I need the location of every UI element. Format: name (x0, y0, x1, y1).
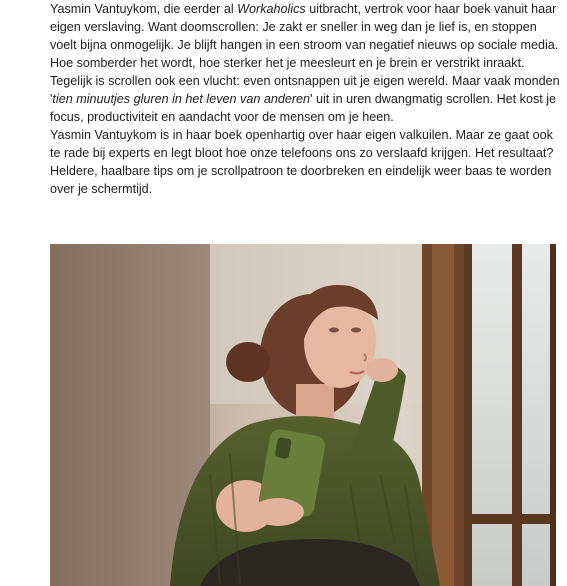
quote-italic: tien minuutjes gluren in het leven van anderen (52, 92, 311, 106)
book-title-workaholics: Workaholics (237, 2, 306, 16)
intro-text-middle: uitbracht, vertrok voor haar boek vanuit haar eigen verslaving. Want doomscrollen: Je zakt er sneller in weg dan je lief is, en stoppen voelt bijna onmogelijk. Je blijft hangen in een stroom van negatief nieuws op sociale media. Hoe somberder het wordt, hoe sterker het je meesleurt en je brein er verstrikt inraakt. Tegelijk is scrollen ook een vlucht: even ontsnappen uit je eigen wereld. Maar vaak monden ' (50, 2, 560, 106)
article-body (50, 0, 560, 198)
intro-text-end: ' uit in uren dwangmatig scrollen. Het kost je focus, productiviteit en aandacht voor de mensen om je heen. (50, 92, 557, 124)
article-paragraph-second: Yasmin Vantuykom is in haar boek openhartig over haar eigen valkuilen. Maar ze gaat ook te rade bij experts en legt bloot hoe onze telefoons ons zo verslaafd krijgen. Het resultaat? Heldere, haalbare tips om je scrollpatroon te doorbreken en eindelijk weer baas te worden over je schermtijd. (50, 128, 554, 196)
photo-woman-with-phone-icon (50, 244, 556, 586)
article-paragraph-intro (50, 0, 560, 126)
intro-text-start: Yasmin Vantuykom, die eerder al (50, 2, 238, 16)
article-photo (50, 244, 556, 586)
